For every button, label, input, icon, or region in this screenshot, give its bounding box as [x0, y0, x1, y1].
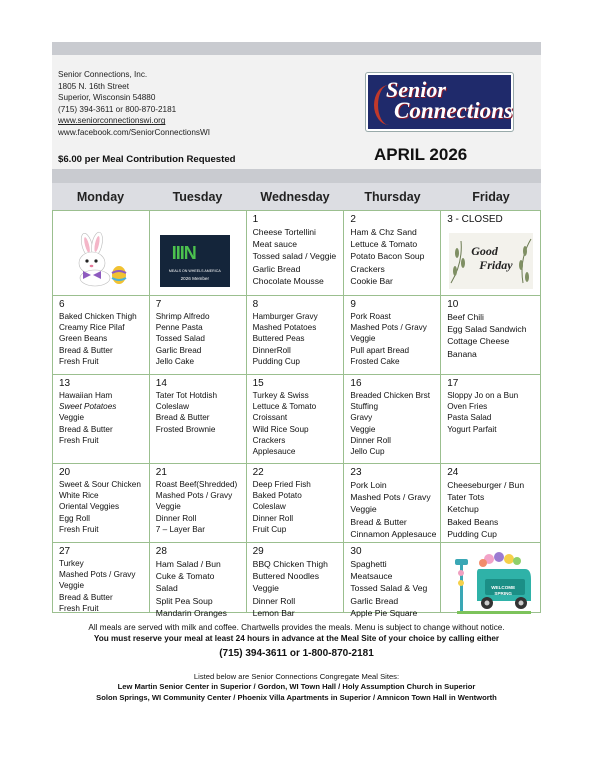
- welcome-spring-truck-image: WELCOME SPRING: [455, 549, 533, 617]
- menu-item: Tater Tot Hotdish: [155, 391, 218, 400]
- menu-item: 7 – Layer Bar: [155, 524, 205, 534]
- day-number: 10: [447, 299, 459, 310]
- day-number: 14: [155, 378, 167, 389]
- day-cell: [247, 211, 345, 295]
- day-cell: [344, 375, 441, 463]
- truck-icon: [455, 549, 533, 617]
- week-row: [53, 464, 541, 543]
- menu-item: Mashed Potatoes: [252, 323, 317, 333]
- menu-item: Cottage Cheese: [447, 336, 510, 347]
- menu-item: Cinnamon Applesauce: [350, 528, 437, 539]
- menu-item: Bread & Butter: [350, 516, 407, 527]
- menu-item: Penne Pasta: [155, 323, 203, 333]
- menu-item: Crackers: [350, 263, 385, 274]
- menu-item: Cookie Bar: [350, 275, 393, 286]
- day-cell: [150, 296, 247, 374]
- menu-item: Coleslaw: [155, 402, 190, 412]
- menu-item: Tossed Salad & Veg: [350, 583, 428, 594]
- menu-item: Coleslaw: [252, 502, 286, 512]
- menu-item: Sweet Potatoes: [59, 402, 117, 412]
- menu-item: Ham & Chz Sand: [350, 227, 417, 237]
- footer-phone: (715) 394-3611 or 1-800-870-2181: [219, 648, 374, 659]
- menu-item: Mashed Pots / Gravy: [155, 491, 233, 501]
- menu-item: Pork Roast: [350, 312, 391, 321]
- menu-item: Fresh Fruit: [59, 435, 99, 445]
- menu-calendar-grid: [52, 211, 541, 618]
- menu-item: Egg Salad Sandwich: [447, 324, 527, 335]
- menu-item: Baked Beans: [447, 516, 499, 527]
- week-row: [53, 375, 541, 464]
- menu-item: Wild Rice Soup: [252, 424, 309, 434]
- menu-item: Applesauce: [252, 447, 296, 457]
- day-number: 2: [350, 214, 356, 225]
- logo-text-connections: Connections: [394, 98, 513, 123]
- phone-numbers: (715) 394-3611 or 800-870-2181: [58, 104, 177, 114]
- menu-item: Breaded Chicken Brst: [350, 391, 431, 400]
- week-row: [53, 211, 541, 296]
- menu-item: Cheese Tortellini: [252, 227, 316, 237]
- weekday-header: [52, 183, 541, 211]
- street-address: 1805 N. 16th Street: [58, 81, 130, 91]
- menu-item: Buttered Peas: [252, 334, 305, 344]
- menu-item: Hawaiian Ham: [59, 391, 113, 400]
- easter-bunny-icon: [61, 231, 131, 287]
- day-cell: [441, 375, 541, 463]
- good-friday-image: Good Friday: [449, 233, 533, 289]
- day-number: 21: [155, 467, 167, 478]
- menu-item: Oven Fries: [447, 402, 488, 412]
- menu-item: Hamburger Gravy: [252, 312, 318, 321]
- menu-item: Gravy: [350, 413, 373, 423]
- menu-item: Cuke & Tomato: [155, 571, 215, 582]
- month-title: APRIL 2026: [374, 145, 468, 164]
- menu-item: Veggie: [59, 413, 85, 423]
- menu-item: Dinner Roll: [252, 513, 294, 523]
- menu-item: Dinner Roll: [252, 595, 296, 606]
- day-cell: [53, 543, 150, 612]
- band-divider: [52, 169, 541, 183]
- weekday-thursday: Thursday: [364, 189, 421, 204]
- facebook-link[interactable]: www.facebook.com/SeniorConnectionsWI: [58, 127, 210, 137]
- day-cell: [344, 464, 441, 542]
- menu-item: Green Beans: [59, 334, 108, 344]
- menu-item: Baked Chicken Thigh: [59, 312, 137, 321]
- day-number: 29: [252, 546, 264, 557]
- menu-item: Mashed Pots / Gravy: [59, 570, 136, 580]
- day-number: 30: [350, 546, 362, 557]
- day-cell: [53, 375, 150, 463]
- day-number: 7: [155, 299, 162, 310]
- weekday-tuesday: Tuesday: [172, 189, 223, 204]
- day-number: 1: [252, 214, 259, 225]
- meals-on-wheels-logo: IIIN MEALS ON WHEELS AMERICA 2026 Member: [160, 235, 230, 287]
- footer: [52, 622, 541, 703]
- org-name: Senior Connections, Inc.: [58, 70, 148, 79]
- menu-item: Split Pea Soup: [155, 595, 213, 606]
- menu-item: Lemon Bar: [252, 607, 295, 618]
- menu-item: Apple Pie Square: [350, 607, 418, 618]
- logo-text-senior: Senior: [386, 77, 446, 102]
- sites-intro: Listed below are Senior Connections Congregate Meal Sites:: [193, 672, 400, 681]
- menu-item: Baked Potato: [252, 491, 302, 501]
- menu-item: Spaghetti: [350, 559, 387, 569]
- menu-item: Garlic Bread: [350, 595, 399, 606]
- menu-item: Dinner Roll: [155, 513, 197, 523]
- menu-item: Croissant: [252, 413, 288, 423]
- day-cell: [150, 211, 247, 295]
- day-number: 8: [252, 299, 259, 310]
- day-cell: [53, 464, 150, 542]
- menu-item: Veggie: [350, 334, 376, 344]
- top-band: [52, 42, 541, 55]
- menu-item: Tater Tots: [447, 492, 485, 503]
- menu-item: Beef Chili: [447, 312, 484, 322]
- menu-item: Mandarin Oranges: [155, 607, 227, 618]
- menu-item: Mashed Pots / Gravy: [350, 492, 431, 503]
- website-link[interactable]: www.seniorconnectionswi.org: [58, 116, 166, 126]
- menu-item: Pull apart Bread: [350, 345, 410, 355]
- menu-item: Turkey: [59, 559, 84, 568]
- day-cell: [150, 543, 247, 618]
- menu-item: Garlic Bread: [252, 263, 301, 274]
- menu-item: Fruit Cup: [252, 524, 287, 534]
- sites-line-2: Solon Springs, WI Community Center / Phoenix Villa Apartments in Superior / Amnicon Town Hall in Wentworth: [96, 692, 497, 702]
- weekday-monday: Monday: [76, 189, 125, 204]
- menu-item: Pudding Cup: [447, 528, 497, 539]
- day-number: 24: [447, 467, 459, 478]
- menu-item: Pudding Cup: [252, 356, 300, 366]
- menu-item: Veggie: [155, 502, 181, 512]
- menu-item: Salad: [155, 583, 178, 594]
- menu-item: Bread & Butter: [59, 424, 113, 434]
- city-state: Superior, Wisconsin 54880: [58, 93, 156, 103]
- menu-item: Roast Beef(Shredded): [155, 480, 238, 489]
- senior-connections-logo: [366, 73, 513, 131]
- menu-item: Frosted Cake: [350, 356, 400, 366]
- menu-item: Jello Cup: [350, 447, 385, 457]
- footer-meals-note: All meals are served with milk and coffee. Chartwells provides the meals. Menu is subject to change without notice.: [88, 623, 505, 632]
- weekday-wednesday: Wednesday: [260, 189, 330, 204]
- day-cell: [344, 211, 441, 295]
- day-number: 17: [447, 378, 459, 389]
- menu-item: White Rice: [59, 491, 99, 501]
- menu-item: Garlic Bread: [155, 345, 202, 355]
- day-cell: [150, 375, 247, 463]
- menu-item: Frosted Brownie: [155, 424, 216, 434]
- menu-item: Yogurt Parfait: [447, 424, 497, 434]
- day-cell: [150, 464, 247, 542]
- menu-item: Lettuce & Tomato: [350, 239, 418, 250]
- header-panel: [52, 55, 541, 169]
- day-cell: [441, 464, 541, 542]
- menu-item: Buttered Noodles: [252, 571, 319, 582]
- menu-item: Potato Bacon Soup: [350, 251, 425, 262]
- menu-item: Stuffing: [350, 402, 379, 412]
- menu-item: Jello Cake: [155, 356, 195, 366]
- menu-item: Ketchup: [447, 504, 479, 515]
- day-cell: [344, 296, 441, 374]
- menu-item: BBQ Chicken Thigh: [252, 559, 328, 569]
- footer-reservation-note: You must reserve your meal at least 24 hours in advance at the Meal Site of your choice by calling either: [93, 634, 500, 643]
- menu-item: Shrimp Alfredo: [155, 312, 210, 321]
- day-cell: [344, 543, 441, 618]
- menu-item: Lettuce & Tomato: [252, 402, 317, 412]
- menu-item: Ham Salad / Bun: [155, 559, 221, 569]
- menu-item: Crackers: [252, 435, 286, 445]
- day-number: 23: [350, 467, 362, 478]
- menu-item: Mashed Pots / Gravy: [350, 323, 427, 333]
- menu-item: Veggie: [350, 424, 376, 434]
- menu-item: Veggie: [350, 504, 377, 515]
- day-number: 27: [59, 546, 71, 557]
- week-row: [53, 543, 541, 618]
- menu-item: Egg Roll: [59, 513, 90, 523]
- menu-item: Tossed salad / Veggie: [252, 251, 337, 262]
- weekday-friday: Friday: [472, 189, 510, 204]
- day-number: 20: [59, 467, 71, 478]
- day-number: 28: [155, 546, 167, 557]
- day-number: 6: [59, 299, 65, 310]
- menu-item: Fresh Fruit: [59, 603, 99, 613]
- menu-item: Bread & Butter: [59, 592, 113, 602]
- day-number: 13: [59, 378, 71, 389]
- menu-item: DinnerRoll: [252, 345, 291, 355]
- menu-item: Veggie: [59, 581, 85, 591]
- sites-line-1: Lew Martin Senior Center in Superior / Gordon, WI Town Hall / Holy Assumption Church in Superior: [117, 682, 476, 692]
- menu-item: Deep Fried Fish: [252, 480, 311, 489]
- menu-item: Dinner Roll: [350, 435, 391, 445]
- day-cell: [247, 296, 345, 374]
- week-row: [53, 296, 541, 375]
- menu-item: Oriental Veggies: [59, 502, 120, 512]
- day-number: 15: [252, 378, 264, 389]
- day-cell: [247, 464, 345, 542]
- day-cell: [247, 375, 345, 463]
- day-cell: [441, 296, 541, 374]
- menu-item: Veggie: [252, 583, 279, 594]
- day-number: 3 - CLOSED: [447, 214, 503, 225]
- menu-item: Cheeseburger / Bun: [447, 480, 525, 490]
- menu-item: Fresh Fruit: [59, 356, 99, 366]
- day-cell: [247, 543, 345, 618]
- menu-item: Meat sauce: [252, 239, 298, 250]
- menu-item: Banana: [447, 348, 477, 359]
- menu-item: Bread & Butter: [59, 345, 113, 355]
- day-cell: [53, 211, 150, 295]
- menu-item: Creamy Rice Pilaf: [59, 323, 125, 333]
- menu-item: Chocolate Mousse: [252, 275, 324, 286]
- day-cell: [441, 543, 541, 612]
- menu-item: Meatsauce: [350, 571, 393, 582]
- day-number: 9: [350, 299, 356, 310]
- day-cell: [441, 211, 541, 295]
- menu-item: Pork Loin: [350, 480, 387, 490]
- contribution-note: $6.00 per Meal Contribution Requested: [58, 154, 236, 165]
- menu-item: Pasta Salad: [447, 413, 492, 423]
- menu-item: Sloppy Jo on a Bun: [447, 391, 519, 400]
- contact-block: [58, 69, 210, 139]
- day-cell: [53, 296, 150, 374]
- menu-item: Fresh Fruit: [59, 524, 99, 534]
- day-number: 16: [350, 378, 362, 389]
- menu-item: Bread & Butter: [155, 413, 210, 423]
- day-number: 22: [252, 467, 264, 478]
- menu-item: Turkey & Swiss: [252, 391, 309, 400]
- menu-item: Tossed Salad: [155, 334, 205, 344]
- menu-sheet: [52, 42, 541, 618]
- menu-item: Sweet & Sour Chicken: [59, 480, 141, 489]
